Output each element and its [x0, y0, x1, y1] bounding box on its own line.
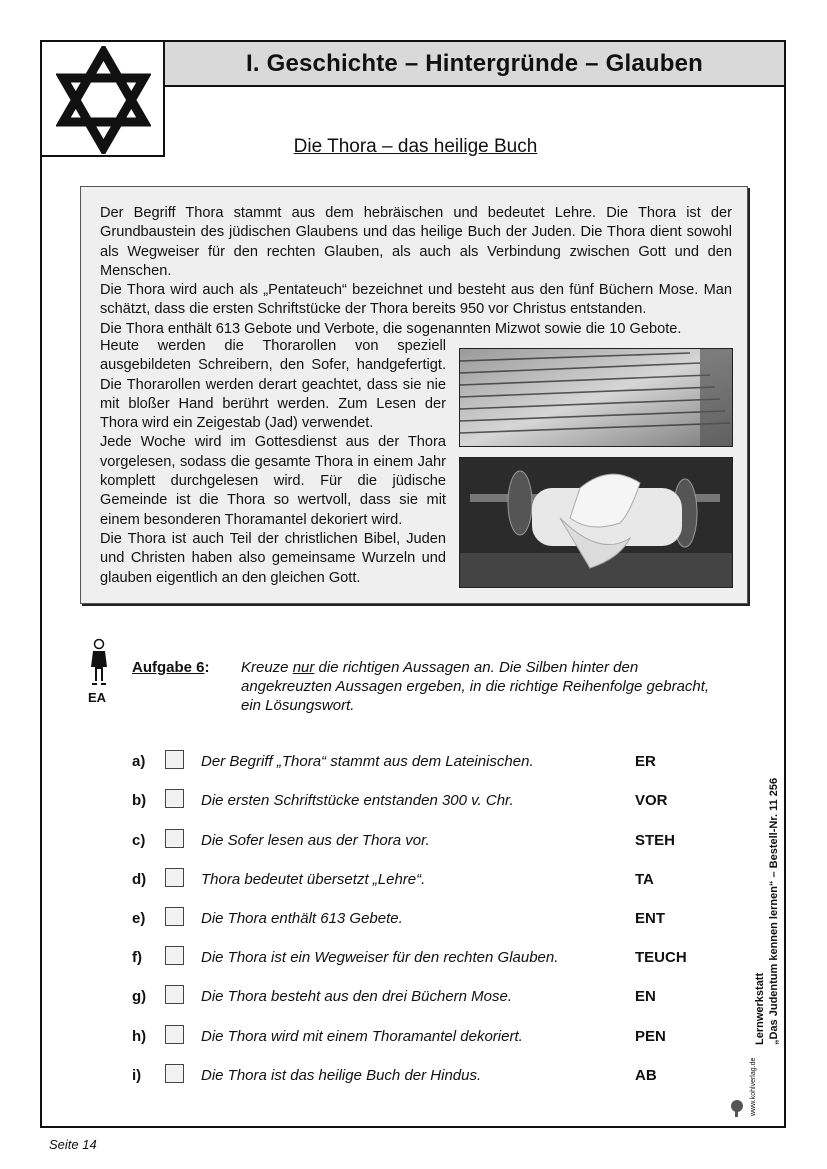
item-statement: Thora bedeutet übersetzt „Lehre“.	[201, 871, 426, 888]
sidebar-line-1: Lernwerkstatt	[754, 972, 766, 1045]
header-title: I. Geschichte – Hintergründe – Glauben	[245, 49, 704, 77]
header-bar	[163, 40, 786, 87]
subtitle-text: Die Thora – das heilige Buch	[293, 136, 538, 157]
list-item	[132, 907, 732, 931]
item-syllable: STEH	[635, 832, 676, 849]
item-letter: d)	[132, 871, 147, 888]
task-text-before: Kreuze	[241, 659, 293, 676]
item-syllable: ENT	[635, 910, 665, 927]
left-column-text	[100, 337, 446, 588]
task-label	[132, 659, 210, 676]
checkbox[interactable]	[165, 985, 184, 1004]
item-statement: Die Thora wird mit einem Thoramantel dekoriert.	[201, 1028, 523, 1045]
list-item	[132, 946, 732, 970]
sidebar-line-2: „Das Judentum kennen lernen“ – Bestell-Nr. 11 256	[768, 777, 780, 1045]
intro-text	[100, 204, 732, 339]
page-subtitle	[0, 136, 827, 158]
publisher-logo	[729, 1048, 759, 1118]
item-statement: Die ersten Schriftstücke entstanden 300 v. Chr.	[201, 792, 514, 809]
list-item	[132, 789, 732, 813]
checkbox[interactable]	[165, 907, 184, 926]
list-item	[132, 1025, 732, 1049]
item-syllable: PEN	[635, 1028, 666, 1045]
item-letter: e)	[132, 910, 146, 927]
task-instructions	[241, 658, 731, 715]
task-badge: EA	[88, 690, 107, 705]
item-syllable: EN	[635, 988, 656, 1005]
item-syllable: TA	[635, 871, 654, 888]
checkbox[interactable]	[165, 1064, 184, 1083]
list-item	[132, 985, 732, 1009]
checkbox[interactable]	[165, 750, 184, 769]
task-text-emph: nur	[292, 659, 315, 676]
checkbox[interactable]	[165, 789, 184, 808]
task-label-colon: :	[204, 659, 210, 676]
page-number: Seite 14	[49, 1137, 97, 1152]
torah-scroll-photo	[459, 348, 733, 447]
item-statement: Die Thora enthält 613 Gebete.	[201, 910, 403, 927]
checkbox[interactable]	[165, 829, 184, 848]
item-letter: c)	[132, 832, 146, 849]
torah-mantle-photo	[459, 457, 733, 588]
item-letter: f)	[132, 949, 142, 966]
student-icon	[87, 638, 111, 686]
intro-paragraph: Die Thora wird auch als „Pentateuch“ bezeichnet und besteht aus den fünf Büchern Mose. Man schätzt, dass die ersten Schriftstücke der Thora bereits 950 vor Christus entstanden.	[100, 282, 732, 318]
list-item	[132, 829, 732, 853]
left-paragraph: Die Thora ist auch Teil der christlichen Bibel, Juden und Christen haben also gemeinsame Wurzeln und glauben eigentlich an den gleichen Gott.	[100, 530, 446, 586]
item-letter: g)	[132, 988, 147, 1005]
left-paragraph: Heute werden die Thorarollen von speziell ausgebildeten Schreibern, den Sofer, handgefertigt. Die Thorarollen werden derart geachtet, dass sie nie mit bloßer Hand berührt werden. Zum Lesen der Thora wird ein Zeigestab (Jad) verwendet.	[100, 338, 446, 432]
item-statement: Die Thora ist ein Wegweiser für den rechten Glauben.	[201, 949, 559, 966]
checkbox[interactable]	[165, 868, 184, 887]
publisher-url: www.kohlverlag.de	[750, 1057, 757, 1116]
info-box	[80, 186, 748, 604]
checkbox[interactable]	[165, 946, 184, 965]
item-letter: h)	[132, 1028, 147, 1045]
list-item	[132, 1064, 732, 1088]
item-statement: Die Thora ist das heilige Buch der Hindus.	[201, 1067, 482, 1084]
item-statement: Die Sofer lesen aus der Thora vor.	[201, 832, 430, 849]
item-syllable: TEUCH	[635, 949, 687, 966]
list-item	[132, 750, 732, 774]
sidebar-order-info	[753, 778, 781, 1045]
intro-paragraph: Der Begriff Thora stammt aus dem hebräischen und bedeutet Lehre. Die Thora ist der Grundbaustein des jüdischen Glaubens und das heilige Buch der Juden. Die Thora dient sowohl als Wegweiser für den rechten Glauben, als auch als Verbindung zwischen Gott und den Menschen.	[100, 205, 732, 279]
intro-paragraph: Die Thora enthält 613 Gebote und Verbote, die sogenannten Mizwot sowie die 10 Gebote.	[100, 320, 682, 337]
task-text-after: die richtigen Aussagen an. Die Silben hinter den angekreuzten Aussagen ergeben, in die richtige Reihenfolge gebracht, ein Lösungswort.	[241, 659, 710, 714]
item-syllable: AB	[635, 1067, 657, 1084]
left-paragraph: Jede Woche wird im Gottesdienst aus der Thora vorgelesen, sodass die gesamte Thora in einem Jahr komplett durchgelesen wird. Für die jüdische Gemeinde ist die Thora so wertvoll, dass sie mit einem besonderen Thoramantel dekoriert wird.	[100, 434, 446, 528]
item-letter: b)	[132, 792, 147, 809]
item-letter: a)	[132, 753, 146, 770]
item-syllable: ER	[635, 753, 656, 770]
item-statement: Die Thora besteht aus den drei Büchern Mose.	[201, 988, 513, 1005]
item-letter: i)	[132, 1067, 142, 1084]
item-statement: Der Begriff „Thora“ stammt aus dem Lateinischen.	[201, 753, 534, 770]
list-item	[132, 868, 732, 892]
task-label-text: Aufgabe 6	[132, 659, 205, 676]
checkbox[interactable]	[165, 1025, 184, 1044]
item-syllable: VOR	[635, 792, 668, 809]
